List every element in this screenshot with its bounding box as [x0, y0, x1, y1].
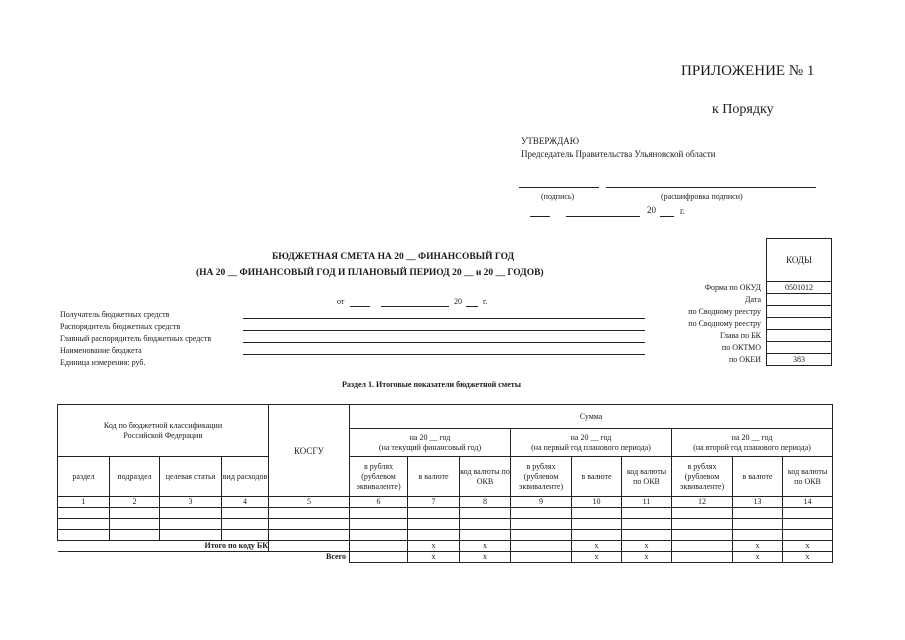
date-month-line — [381, 306, 449, 307]
approve-position: Председатель Правительства Ульяновской области — [521, 149, 716, 159]
approve-year: 20 — [647, 205, 656, 215]
approve-year-line — [660, 216, 674, 217]
col-val: в валюте — [572, 457, 622, 497]
col-okv: код валюты по ОКВ — [460, 457, 511, 497]
code-oktmo-label: по ОКТМО — [721, 343, 761, 352]
code-date-label: Дата — [745, 295, 761, 304]
field-line — [243, 330, 645, 331]
code-registry-label: по Сводному реестру — [688, 307, 761, 316]
code-okud-label: Форма по ОКУД — [704, 283, 761, 292]
approve-month-line — [566, 216, 640, 217]
col-number: 12 — [672, 497, 733, 508]
col-number: 9 — [511, 497, 572, 508]
col-number: 1 — [58, 497, 110, 508]
period-second: на 20 __ год (на второй год планового периода) — [672, 429, 833, 457]
x-mark: x — [622, 541, 672, 552]
col-razdel: раздел — [58, 457, 110, 497]
approve-day-line — [530, 216, 550, 217]
date-year-line — [466, 306, 478, 307]
field-line — [243, 318, 645, 319]
x-mark: x — [783, 541, 833, 552]
bk-header: Код по бюджетной классификации Российской Федерации — [58, 405, 269, 457]
decryption-line — [606, 187, 816, 188]
appendix-title: ПРИЛОЖЕНИЕ № 1 — [681, 63, 815, 79]
x-mark: x — [622, 552, 672, 563]
to-order-label: к Порядку — [712, 102, 774, 117]
col-number: 8 — [460, 497, 511, 508]
codes-table — [766, 238, 832, 366]
col-number: 6 — [350, 497, 408, 508]
col-number: 7 — [408, 497, 460, 508]
date-prefix: от — [337, 297, 345, 306]
col-vid: вид расходов — [222, 457, 269, 497]
total-all-row — [58, 552, 833, 563]
x-mark: x — [783, 552, 833, 563]
section-title: Раздел 1. Итоговые показатели бюджетной сметы — [342, 380, 521, 389]
field-recipient: Получатель бюджетных средств — [60, 310, 170, 319]
code-oktmo-value — [767, 342, 832, 354]
date-suffix: г. — [483, 297, 488, 306]
code-okud-value: 0501012 — [767, 282, 832, 294]
x-mark: x — [460, 541, 511, 552]
col-rub: в рублях (рублевом эквиваленте) — [511, 457, 572, 497]
col-target: целевая статья — [160, 457, 222, 497]
field-unit: Единица измерения: руб. — [60, 358, 146, 367]
total-bk-label: Итого по коду БК — [58, 541, 269, 552]
field-chief-manager: Главный распорядитель бюджетных средств — [60, 334, 212, 343]
x-mark: x — [408, 541, 460, 552]
col-okv: код валюты по ОКВ — [783, 457, 833, 497]
table-row — [58, 508, 833, 519]
total-all-label: Всего — [326, 552, 347, 562]
signature-line — [519, 187, 599, 188]
sum-header: Сумма — [350, 405, 833, 429]
col-number: 10 — [572, 497, 622, 508]
date-day-line — [350, 306, 370, 307]
code-date-value — [767, 294, 832, 306]
code-okei-label: по ОКЕИ — [728, 355, 761, 364]
x-mark: x — [408, 552, 460, 563]
code-head-bk-label: Глава по БК — [720, 331, 761, 340]
table-row — [58, 530, 833, 541]
col-number: 4 — [222, 497, 269, 508]
approve-title: УТВЕРЖДАЮ — [521, 136, 580, 146]
col-rub: в рублях (рублевом эквиваленте) — [350, 457, 408, 497]
field-manager: Распорядитель бюджетных средств — [60, 322, 181, 331]
signature-caption: (подпись) — [541, 192, 575, 201]
approve-year-suffix: г. — [680, 206, 685, 216]
field-line — [243, 354, 645, 355]
col-number: 14 — [783, 497, 833, 508]
total-bk-row — [58, 541, 833, 552]
doc-title-line1: БЮДЖЕТНАЯ СМЕТА НА 20 __ ФИНАНСОВЫЙ ГОД — [272, 252, 515, 262]
x-mark: x — [733, 541, 783, 552]
code-registry-value — [767, 306, 832, 318]
x-mark: x — [572, 552, 622, 563]
doc-title-line2: (НА 20 __ ФИНАНСОВЫЙ ГОД И ПЛАНОВЫЙ ПЕРИОД 20 __ и 20 __ ГОДОВ) — [196, 268, 544, 278]
col-podrazdel: подраздел — [110, 457, 160, 497]
field-line — [243, 342, 645, 343]
code-head-bk-value — [767, 330, 832, 342]
col-number: 3 — [160, 497, 222, 508]
code-okei-value: 383 — [767, 354, 832, 366]
table-row — [58, 519, 833, 530]
col-val: в валюте — [733, 457, 783, 497]
col-number: 13 — [733, 497, 783, 508]
col-number: 11 — [622, 497, 672, 508]
code-registry2-label: по Сводному реестру — [688, 319, 761, 328]
col-number: 2 — [110, 497, 160, 508]
field-budget-name: Наименование бюджета — [60, 346, 142, 355]
period-first: на 20 __ год (на первый год планового периода) — [511, 429, 672, 457]
codes-header: КОДЫ — [767, 239, 832, 282]
budget-table — [57, 404, 833, 563]
kosgu-header: КОСГУ — [269, 405, 350, 497]
col-rub: в рублях (рублевом эквиваленте) — [672, 457, 733, 497]
x-mark: x — [460, 552, 511, 563]
date-year: 20 — [454, 297, 462, 306]
col-number: 5 — [269, 497, 350, 508]
x-mark: x — [572, 541, 622, 552]
code-registry2-value — [767, 318, 832, 330]
col-okv: код валюты по ОКВ — [622, 457, 672, 497]
period-current: на 20 __ год (на текущий финансовый год) — [350, 429, 511, 457]
decryption-caption: (расшифровка подписи) — [661, 192, 743, 201]
col-val: в валюте — [408, 457, 460, 497]
x-mark: x — [733, 552, 783, 563]
